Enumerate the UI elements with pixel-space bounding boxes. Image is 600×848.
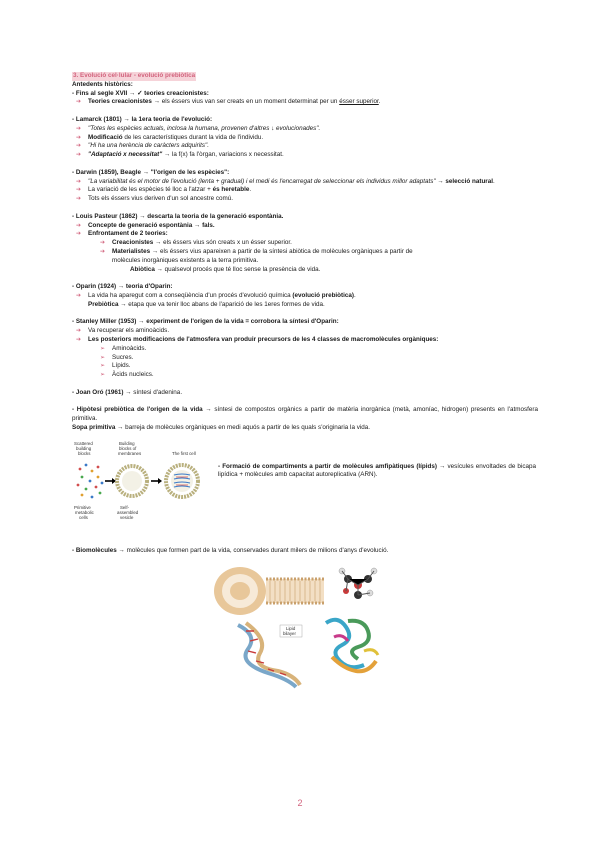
bullet-text: La variació de les espècies té lloc a l'atzar + [88,186,211,194]
bullet-text: → qualsevol procés que té lloc sense la presència de vida. [156,265,321,273]
entry-pasteur [72,213,538,222]
soup-term: Sopa primitiva [72,423,116,431]
entry-text: → ✓ teories creacionistes: [129,89,209,97]
arrow-bullet-icon: ➔ [76,231,82,238]
bullet-text: → la f(x) fa l'òrgan, variacions x necessitat. [163,151,284,159]
hypothesis-term: - Hipòtesi prebiòtica de l'origen de la vida [72,406,203,414]
entry-lamarck [72,116,538,125]
fig-label: Building [119,440,135,446]
bullet-punct: . [353,291,356,299]
arrow-bullet-icon: ➔ [76,152,82,159]
fig-label: membranes [118,450,142,456]
biomolecules-illustration [208,561,394,693]
bullet-term: és heretable [212,186,250,194]
fig-label: blocks of [119,445,137,451]
fig-label: metabolic [75,509,94,515]
arrow-bullet-icon: ➢ [100,354,106,361]
soup-paragraph [72,424,538,433]
entry-darwin [72,169,538,178]
vesicle-lumen [122,471,142,491]
bullet-term: Concepte de generació espontània [88,221,193,229]
arrow-bullet-icon: ➢ [100,372,106,379]
bullet-item [72,142,538,151]
bullet-item [72,327,538,336]
bullet-arrow-text: → [437,177,444,185]
sub-bullet-item [72,371,538,380]
entry-label: - Oparin (1924) [72,283,117,291]
bullet-term: Prebiòtica [88,300,119,308]
protocell-lumen [171,470,193,492]
sub-bullet-continuation [72,257,538,266]
dna-helix-graphic [238,623,302,687]
arrow-bullet-icon: ➢ [100,345,106,352]
fig-label: blocks [78,450,91,456]
entry-segle-xvii [72,90,538,99]
antecedents-heading: Antedents històrics: [72,80,133,88]
bullet-term: "Adaptació x necessitat" [88,151,163,159]
bullet-item [72,195,538,204]
entry-label: - Lamarck (1801) [72,115,122,123]
bullet-term: selecció natural [445,177,494,185]
entry-oro [72,389,538,398]
bullet-item [72,178,538,187]
bullet-text: La vida ha aparegut com a conseqüència d'un procés d'evolució química [88,291,291,299]
bullet-item [72,186,538,195]
sub-bullet-item [72,345,538,354]
bullet-item [72,125,538,134]
compartments-term: - Formació de compartiments a partir de molècules amfipàtiques (lípids) [218,462,437,470]
arrow-bullet-icon: ➔ [100,240,106,247]
protocell-diagram [72,437,212,523]
fig-label: cells [79,514,88,520]
bullet-item [72,151,538,160]
entry-label: - Stanley Miller (1953) [72,318,137,326]
compartments-figure-row [72,437,538,523]
page-number: 2 [297,798,303,808]
bullet-text: Lípids. [112,362,131,370]
biomolecules-paragraph [72,547,538,556]
arrow-bullet-icon: ➔ [76,99,82,106]
bullet-item [72,230,538,239]
entry-label: - Darwin (1859), Beagle [72,168,141,176]
arrow-bullet-icon: ➔ [76,328,82,335]
sub-bullet-item [72,239,538,248]
fig-label: Lipid [286,626,296,632]
bullet-punct: . [493,177,495,185]
document-page [72,72,538,693]
bullet-term: Modificació [88,133,123,141]
bullet-text: Va recuperar els aminoàcids. [88,327,170,335]
fig-label: Self- [120,504,130,510]
bullet-term: Teories creacionistes [88,98,152,106]
entry-text: → experiment de l'origen de la vida = corrobora la síntesi d'Oparin: [138,318,339,326]
soup-text: → barreja de molècules orgàniques en medi aquós a partir de les quals s'originaria la vida. [117,423,371,431]
bullet-text: Aminoàcids. [112,344,147,352]
arrow-bullet-icon: ➔ [76,178,82,185]
bullet-text: "La variabilitat és el motor de l'evolució (lenta + gradual) i el medi és l'encarregat de seleccionar els individus millor adaptats" [88,177,436,185]
membrane-bilayer-graphic [214,567,324,615]
bullet-item [72,134,538,143]
arrow-bullet-icon: ➔ [76,292,82,299]
fig-label: assembled [117,509,139,515]
hypothesis-paragraph [72,406,538,424]
arrow-bullet-icon: ➔ [76,134,82,141]
bullet-item [72,336,538,345]
bullet-text: molècules inorgàniques existents a la terra primitiva. [112,256,259,264]
fig-label: vesicle [120,514,134,520]
bullet-text: Tots els éssers vius deriven d'un sol ancestre comú. [88,195,234,203]
bullet-text: → els éssers vius van ser creats en un moment determinat per un [153,98,338,106]
bullet-term: Creacionistes [112,239,154,247]
entry-text: → síntesi d'adenina. [125,388,183,396]
bullet-text: "Totes les espècies actuals, inclosa la humana, provenen d'altres ↓ evolucionades". [88,124,321,132]
sub-bullet-note [72,266,538,275]
bullet-term: (evolució prebiòtica) [292,291,354,299]
fig-label: The first cell [172,450,196,456]
bullet-text: de les característiques durant la vida de l'individu. [124,133,264,141]
arrow-bullet-icon: ➔ [76,125,82,132]
bullet-text: → fals. [194,221,215,229]
entry-text: → la 1era teoria de l'evolució: [123,115,213,123]
arrow-bullet-icon: ➢ [100,363,106,370]
bullet-punct: . [249,186,252,194]
bullet-term: Abiòtica [130,265,155,273]
bullet-punct: . [378,98,381,106]
entry-text: → teoria d'Oparin: [117,283,173,291]
arrow-bullet-icon: ➔ [76,187,82,194]
entry-label: - Louis Pasteur (1862) [72,212,138,220]
sub-bullet-item [72,354,538,363]
bullet-text: "Hi ha una herència de caràcters adquirits". [88,142,210,150]
bullet-text: Àcids nucleics. [112,371,154,379]
entry-oparin [72,283,538,292]
arrow-bullet-icon: ➔ [76,196,82,203]
arrow-bullet-icon: ➔ [100,248,106,255]
fig-label: bilayer [283,631,296,637]
fig-label: Scattered [74,440,93,446]
fig-label: building [76,445,92,451]
sub-bullet-item [72,362,538,371]
biomolecules-term: - Biomolècules [72,546,117,554]
compartments-paragraph [218,463,536,481]
arrow-icon [158,478,162,484]
sub-bullet-item [72,248,538,257]
biomolecules-figure-row [72,561,538,693]
bullet-text: Sucres. [112,353,134,361]
bullet-item [72,98,538,107]
arrow-bullet-icon: ➔ [76,336,82,343]
bullet-term: Materialistes [112,247,151,255]
bullet-text: Les posteriors modificacions de l'atmosfera van produir precursors de les 4 classes de macromolècules orgàniques: [88,335,439,343]
compartments-text: → vesícules envoltades de bicapa lipídica + molècules amb capacitat autoreplicativa (ARN). [218,462,536,479]
protein-ribbon-graphic [326,620,378,671]
bullet-text: → els éssers vius són creats x un ésser superior. [155,239,292,247]
bullet-continuation [72,301,538,310]
arrow-bullet-icon: ➔ [76,143,82,150]
fig-label: Primitive [74,504,91,510]
scattered-molecules [77,463,104,498]
bullet-text: → els éssers vius apareixen a partir de la síntesi abiòtica de molècules orgàniques a partir de [151,247,413,255]
hypothesis-text: → síntesi de compostos orgànics a partir de matèria inorgànica (metà, amoníac, hidrogen) presents en l'atmosfera primitiva. [72,406,539,423]
bullet-text: Enfrontament de 2 teories: [88,230,168,238]
molecule-structure-graphic [339,568,377,599]
bullet-item [72,292,538,301]
biomolecules-text: → molècules que formen part de la vida, conservades durant milers de milions d'anys d'evolució. [118,546,389,554]
entry-miller [72,318,538,327]
section-title: 3. Evolució cel·lular - evolució prebiòtica [73,72,196,79]
entry-text: → "l'origen de les espècies": [142,168,230,176]
entry-label: - Joan Oró (1961) [72,388,124,396]
entry-label: - Fins al segle XVII [72,89,128,97]
bullet-underline: ésser superior [339,98,379,106]
bullet-item [72,222,538,231]
arrow-bullet-icon: ➔ [76,222,82,229]
bullet-text: → etapa que va tenir lloc abans de l'aparició de les 1eres formes de vida. [120,300,325,308]
entry-text: → descarta la teoria de la generació espontània. [139,212,284,220]
